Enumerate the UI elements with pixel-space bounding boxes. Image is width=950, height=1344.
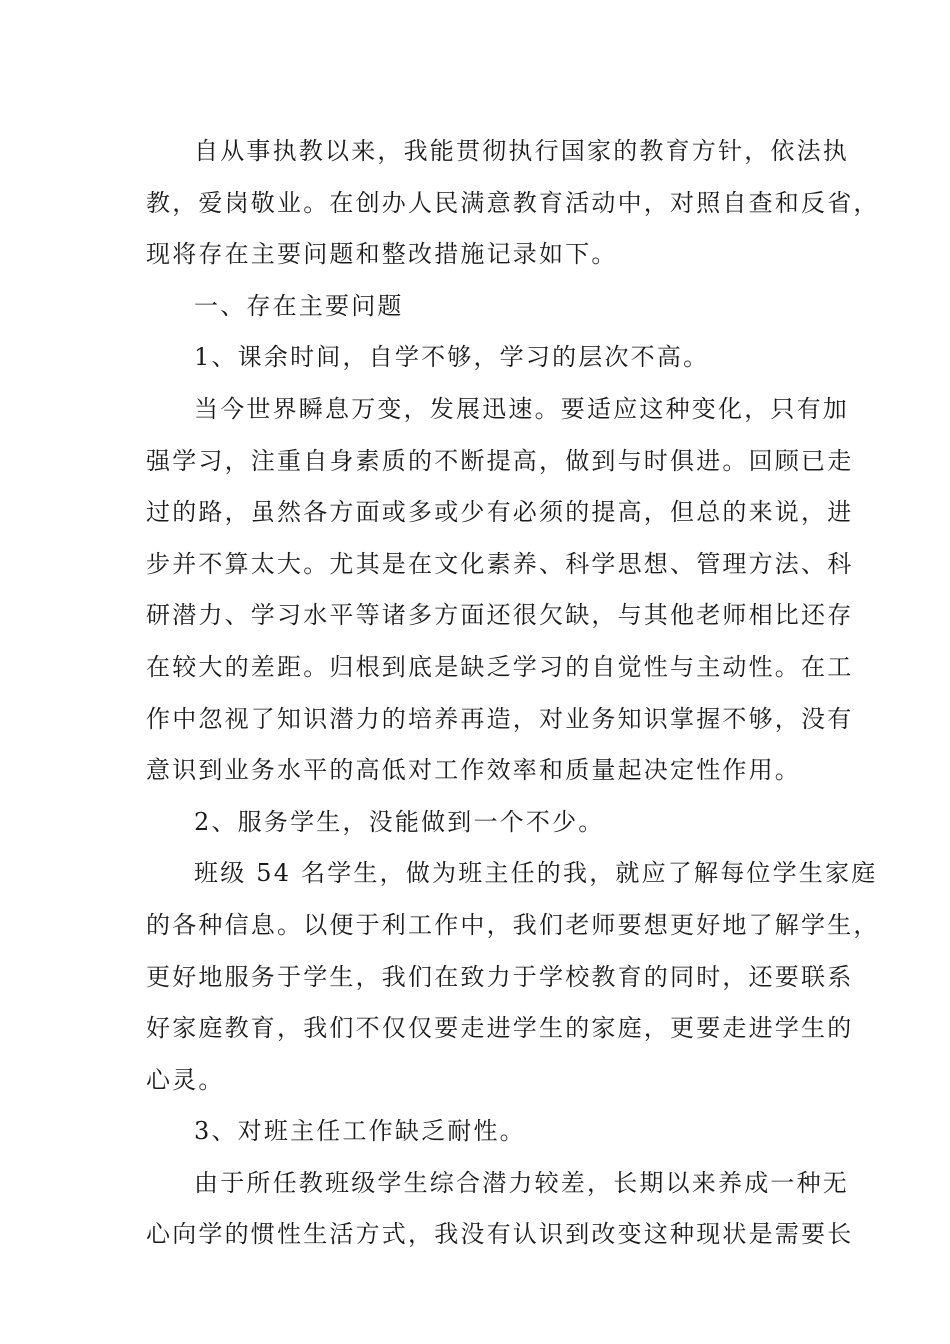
text-line: 自从事执教以来，我能贯彻执行国家的教育方针，依法执 xyxy=(194,137,849,165)
text-line: 在较大的差距。归根到底是缺乏学习的自觉性与主动性。在工 xyxy=(146,652,854,681)
section-heading: 一、存在主要问题 xyxy=(194,291,404,320)
text-line: 强学习，注重自身素质的不断提高，做到与时俱进。回顾已走 xyxy=(146,446,854,475)
item-heading: 1、课余时间，自学不够，学习的层次不高。 xyxy=(194,343,710,372)
text-line: 教，爱岗敬业。在创办人民满意教育活动中，对照自查和反省， xyxy=(146,188,880,217)
text-line: 更好地服务于学生，我们在致力于学校教育的同时，还要联系 xyxy=(146,962,854,991)
item-heading: 3、对班主任工作缺乏耐性。 xyxy=(194,1117,526,1146)
text-line: 现将存在主要问题和整改措施记录如下。 xyxy=(146,240,618,269)
text-line: 的各种信息。以便于利工作中，我们老师要想更好地了解学生， xyxy=(146,910,880,939)
text-line: 作中忽视了知识潜力的培养再造，对业务知识掌握不够，没有 xyxy=(146,704,854,733)
text-line: 意识到业务水平的高低对工作效率和质量起决定性作用。 xyxy=(146,756,801,785)
text-line: 过的路，虽然各方面或多或少有必须的提高，但总的来说，进 xyxy=(146,498,854,527)
text-line: 好家庭教育，我们不仅仅要走进学生的家庭，更要走进学生的 xyxy=(146,1014,854,1043)
item-heading: 2、服务学生，没能做到一个不少。 xyxy=(194,807,605,836)
text-line: 步并不算太大。尤其是在文化素养、科学思想、管理方法、科 xyxy=(146,549,854,578)
text-line: 心向学的惯性生活方式，我没有认识到改变这种现状是需要长 xyxy=(146,1220,854,1249)
text-line: 班级 54 名学生，做为班主任的我，就应了解每位学生家庭 xyxy=(194,859,878,888)
text-line: 研潜力、学习水平等诸多方面还很欠缺，与其他老师相比还存 xyxy=(146,601,854,630)
text-line: 当今世界瞬息万变，发展迅速。要适应这种变化，只有加 xyxy=(194,394,849,423)
document-body xyxy=(146,126,880,1261)
text-line: 由于所任教班级学生综合潜力较差，长期以来养成一种无 xyxy=(194,1168,849,1197)
text-line: 心灵。 xyxy=(146,1065,225,1094)
